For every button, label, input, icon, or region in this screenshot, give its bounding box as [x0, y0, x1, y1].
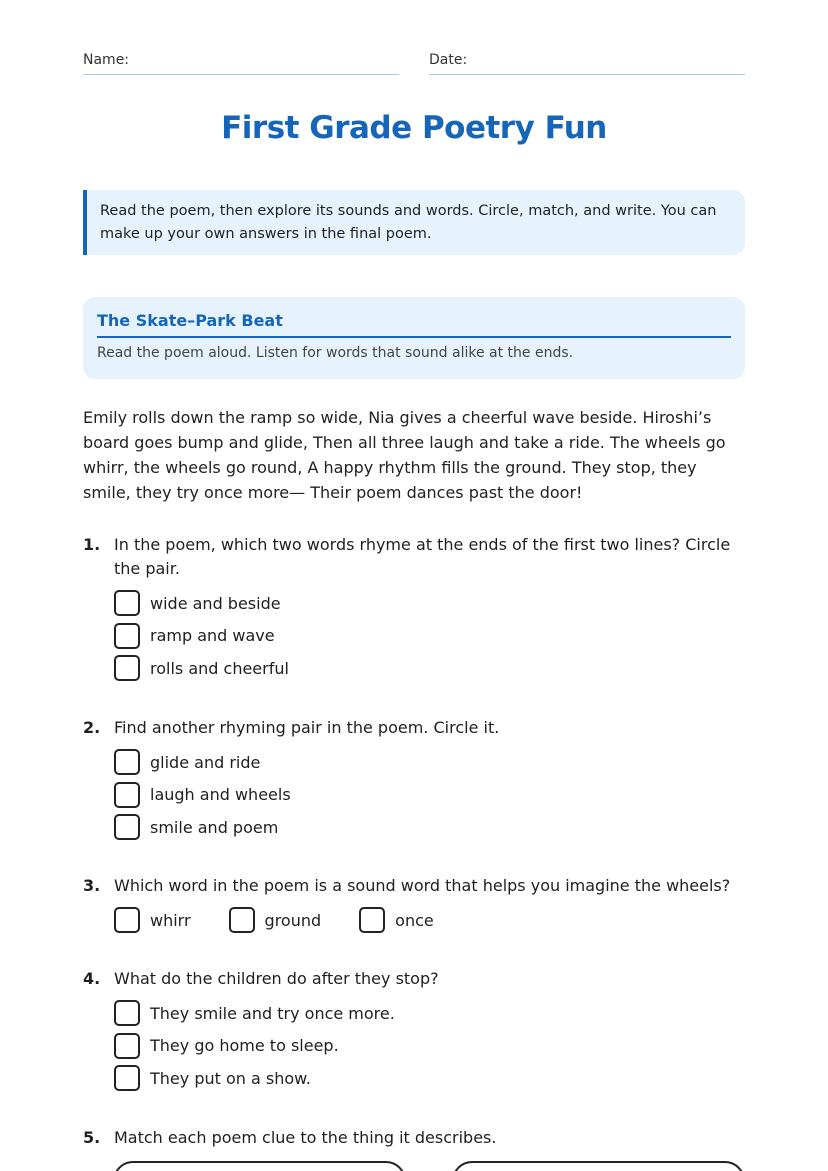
option-label: They put on a show. — [150, 1068, 311, 1088]
answer-option[interactable] — [114, 904, 191, 937]
question-3 — [83, 874, 745, 937]
intro-callout: Read the poem, then explore its sounds and words. Circle, match, and write. You can make up your own answers in the final poem. — [83, 190, 745, 255]
header-fields — [83, 52, 745, 75]
question-4 — [83, 967, 745, 1095]
poem-header-box — [83, 297, 745, 379]
question-number: 1. — [83, 535, 101, 554]
option-label: They smile and try once more. — [150, 1003, 395, 1023]
option-label: wide and beside — [150, 593, 281, 613]
question-number: 3. — [83, 876, 101, 895]
answer-option[interactable] — [114, 811, 745, 844]
checkbox[interactable] — [114, 1065, 140, 1091]
checkbox[interactable] — [114, 590, 140, 616]
name-label: Name: — [83, 52, 130, 68]
option-label: ground — [264, 910, 322, 930]
question-text: Match each poem clue to the thing it describes. — [114, 1128, 497, 1147]
checkbox[interactable] — [229, 907, 255, 933]
answer-option[interactable] — [114, 620, 745, 653]
answer-option[interactable] — [114, 1030, 745, 1063]
checkbox[interactable] — [114, 749, 140, 775]
question-text: What do the children do after they stop? — [114, 969, 439, 988]
question-text: Which word in the poem is a sound word that helps you imagine the wheels? — [114, 876, 731, 895]
checkbox[interactable] — [114, 655, 140, 681]
name-field[interactable] — [83, 52, 399, 75]
question-number: 2. — [83, 718, 101, 737]
checkbox[interactable] — [114, 907, 140, 933]
answer-option[interactable] — [114, 587, 745, 620]
checkbox[interactable] — [114, 623, 140, 649]
checkbox[interactable] — [114, 814, 140, 840]
answer-option[interactable] — [229, 904, 322, 937]
option-label: ramp and wave — [150, 626, 275, 646]
question-5 — [83, 1126, 745, 1150]
checkbox[interactable] — [114, 1033, 140, 1059]
answer-option[interactable] — [114, 997, 745, 1030]
poem-text: Emily rolls down the ramp so wide, Nia gives a cheerful wave beside. Hiroshi’s board goes bump and glide, Then all three laugh and take a ride. The wheels go whirr, the wheels go round, A happy rhythm fills the ground. They stop, they smile, they try once more— Their poem dances past the door! — [83, 408, 726, 502]
answer-option[interactable] — [114, 1062, 745, 1095]
answer-option[interactable] — [114, 779, 745, 812]
date-label: Date: — [429, 52, 468, 68]
option-label: smile and poem — [150, 817, 279, 837]
option-label: laugh and wheels — [150, 785, 291, 805]
question-2 — [83, 716, 745, 844]
match-answer-box[interactable] — [452, 1161, 745, 1171]
option-label: once — [395, 910, 434, 930]
answer-option[interactable] — [114, 652, 745, 685]
checkbox[interactable] — [114, 1000, 140, 1026]
question-text: In the poem, which two words rhyme at the ends of the first two lines? Circle the pair. — [114, 535, 731, 578]
match-area — [113, 1161, 745, 1171]
poem-title: The Skate–Park Beat — [97, 311, 731, 338]
page-title: First Grade Poetry Fun — [221, 110, 607, 146]
question-1 — [83, 533, 745, 685]
answer-option[interactable] — [114, 746, 745, 779]
poem-hint: Read the poem aloud. Listen for words that sound alike at the ends. — [97, 345, 574, 361]
checkbox[interactable] — [114, 782, 140, 808]
option-label: whirr — [150, 910, 191, 930]
answer-option[interactable] — [359, 904, 434, 937]
checkbox[interactable] — [359, 907, 385, 933]
date-field[interactable] — [429, 52, 745, 75]
question-number: 4. — [83, 969, 101, 988]
option-label: rolls and cheerful — [150, 658, 289, 678]
option-label: They go home to sleep. — [150, 1036, 339, 1056]
question-number: 5. — [83, 1128, 101, 1147]
match-clue-box[interactable] — [113, 1161, 406, 1171]
question-text: Find another rhyming pair in the poem. Circle it. — [114, 718, 500, 737]
option-label: glide and ride — [150, 752, 261, 772]
